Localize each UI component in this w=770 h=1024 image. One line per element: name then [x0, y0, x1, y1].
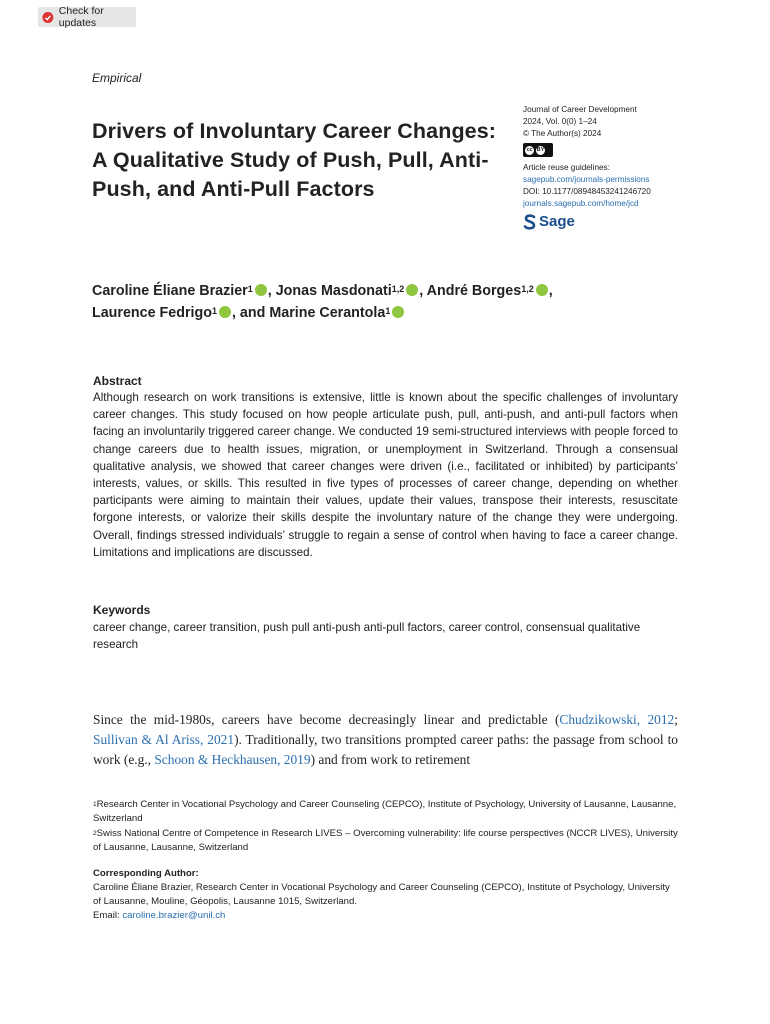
footnote-affiliation-1: [93, 798, 678, 826]
orcid-icon[interactable]: [219, 306, 231, 318]
check-for-updates-button[interactable]: [38, 7, 136, 27]
reuse-label: Article reuse guidelines:: [523, 163, 610, 173]
body-text-segment: Since the mid-1980s, careers have become decreasingly linear and predictable (: [93, 712, 560, 727]
body-paragraph: [93, 710, 678, 770]
orcid-icon[interactable]: [536, 284, 548, 296]
author-list: [92, 280, 692, 324]
orcid-icon[interactable]: [255, 284, 267, 296]
author-separator: ,: [419, 283, 427, 299]
author-name: André Borges: [426, 283, 522, 299]
citation-link[interactable]: Schoon & Heckhausen, 2019: [154, 752, 311, 767]
author-affiliation: 1,2: [391, 284, 405, 294]
article-type-label: Empirical: [92, 71, 142, 85]
author-separator: ,: [548, 283, 553, 299]
keywords-text: career change, career transition, push pull anti-push anti-pull factors, career control, consensual qualitative research: [93, 621, 641, 652]
author-name: Jonas Masdonati: [275, 283, 392, 299]
body-text-segment: ) and from work to retirement: [310, 752, 471, 767]
author-affiliation: 1: [211, 306, 217, 316]
citation-link[interactable]: Chudzikowski, 2012: [559, 712, 675, 727]
body-text-segment: ). Traditionally, two transitions prompted career paths: the passage from school to work (e.g.,: [93, 732, 678, 767]
author-separator: , and: [231, 305, 270, 321]
copyright: © The Author(s) 2024: [523, 128, 602, 138]
reuse-link[interactable]: sagepub.com/journals-permissions: [523, 175, 650, 185]
body-text-segment: ;: [674, 712, 678, 727]
keywords-heading: Keywords: [93, 603, 151, 617]
sage-logo-text: Sage: [539, 212, 575, 230]
cc-by-label: BY: [536, 146, 545, 155]
corresponding-author-heading: Corresponding Author:: [93, 868, 199, 879]
article-title: Drivers of Involuntary Career Changes: A Qualitative Study of Push, Pull, Anti-Push, and Anti-Pull Factors: [92, 119, 497, 201]
author-affiliation: 1: [385, 306, 391, 316]
orcid-icon[interactable]: [406, 284, 418, 296]
abstract-text: Although research on work transitions is extensive, little is known about the specific challenges of involuntary career changes. This study focused on how people articulate push, pull, anti-push, and anti-pull factors when facing an involuntarily triggered career change. We conducted 19 semi-structured interviews with people forced to change careers due to health issues, migration, or unemployment in Switzerland. Through a consensual qualitative analysis, we showed that career changes were driven (i.e., facilitated or inhibited) by participants’ interests, values, or skills. This resulted in five types of processes of career change, depending on whether participants were aiming to maintain their values, update their values, transpose their interests, resuscitate forgone interests, or valorize their skills despite the involuntary nature of the change they were undergoing. Overall, findings stressed individuals’ struggle to regain a sense of control when having to face a career change. Limitations and implications are discussed.: [93, 391, 678, 559]
footnote-text: Research Center in Vocational Psychology and Career Counseling (CEPCO), Institute of Psychology, University of Lausanne, Lausanne, Switzerland: [93, 799, 677, 824]
doi: DOI: 10.1177/08948453241246720: [523, 186, 651, 196]
sage-s-icon: [523, 214, 537, 230]
abstract-heading: Abstract: [93, 374, 142, 388]
journal-volume: 2024, Vol. 0(0) 1–24: [523, 116, 597, 126]
author-name: Laurence Fedrigo: [92, 305, 212, 321]
citation-link[interactable]: Sullivan & Al Ariss, 2021: [93, 732, 235, 747]
author-separator: ,: [267, 283, 276, 299]
check-updates-label: Check for updates: [58, 5, 104, 29]
footnote-text: Swiss National Centre of Competence in Research LIVES – Overcoming vulnerability: life course perspectives (NCCR LIVES), University of Lausanne, Lausanne, Switzerland: [93, 828, 678, 853]
footnote-mark: 1: [93, 801, 97, 808]
email-label: Email:: [93, 910, 123, 921]
email-link[interactable]: caroline.brazier@unil.ch: [122, 910, 226, 921]
footnote-affiliation-2: [93, 827, 678, 855]
sage-logo: [523, 214, 693, 230]
author-name: Marine Cerantola: [269, 305, 386, 321]
cc-license-icon[interactable]: cc BY: [523, 143, 553, 157]
author-name: Caroline Éliane Brazier: [92, 283, 248, 299]
journal-name: Journal of Career Development: [523, 105, 637, 114]
author-affiliation: 1,2: [521, 284, 534, 294]
journal-home-link[interactable]: journals.sagepub.com/home/jcd: [523, 198, 639, 208]
corresponding-author-text: Caroline Éliane Brazier, Research Center in Vocational Psychology and Career Counseling (CEPCO), Institute of Psychology, University of Lausanne, Mouline, Géopolis, Lausanne 1015, Switzerland.: [93, 882, 670, 907]
journal-info: [523, 104, 693, 230]
corresponding-author-details: [93, 881, 678, 923]
author-affiliation: 1: [247, 284, 253, 294]
footnote-mark: 2: [93, 830, 97, 837]
orcid-icon[interactable]: [392, 306, 404, 318]
check-updates-icon: [42, 11, 54, 24]
